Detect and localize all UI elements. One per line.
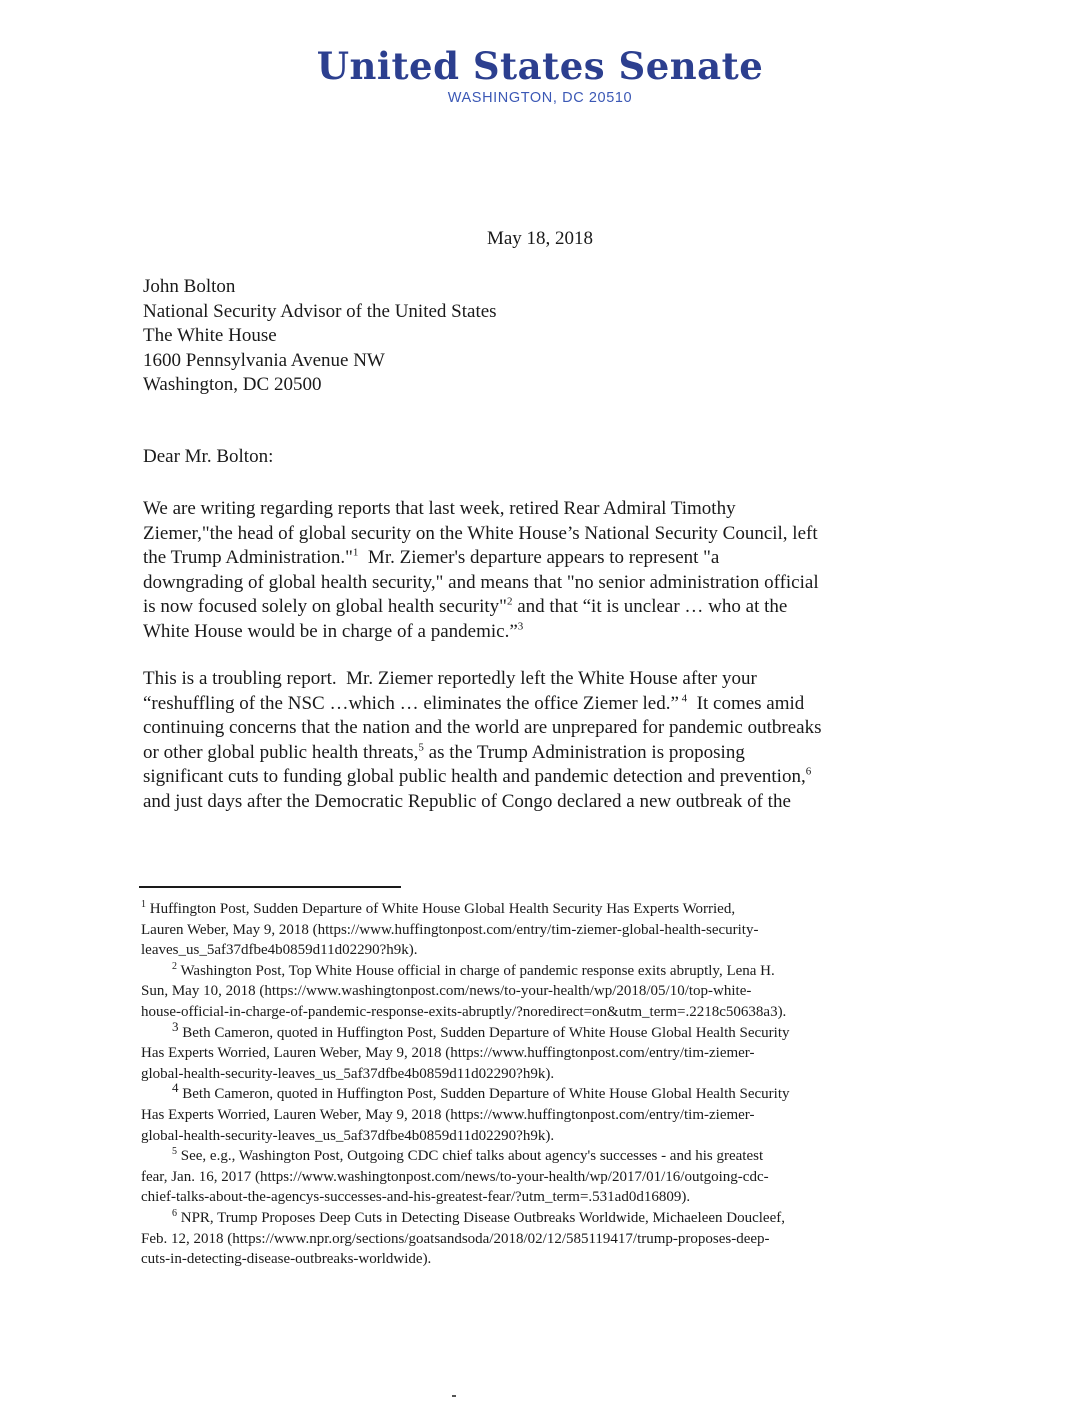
paragraph-line: This is a troubling report. Mr. Ziemer reportedly left the White House after your bbox=[143, 668, 757, 689]
footnote-line bbox=[141, 961, 931, 982]
footnote-line: global-health-security-leaves_us_5af37dfbe4b0859d11d02290?h9k). bbox=[141, 1065, 555, 1082]
letterhead bbox=[0, 44, 1080, 106]
footnote-line: house-official-in-charge-of-pandemic-response-exits-abruptly/?noredirect=on&utm_term=.2218c50638a3). bbox=[141, 1003, 787, 1020]
footnote-ref-5[interactable]: 5 bbox=[418, 741, 424, 754]
footnote-5 bbox=[141, 1146, 931, 1208]
footnote-line: global-health-security-leaves_us_5af37dfbe4b0859d11d02290?h9k). bbox=[141, 1127, 555, 1144]
recipient-office: The White House bbox=[143, 325, 277, 346]
scan-speck bbox=[452, 1395, 456, 1397]
footnote-ref-3[interactable]: 3 bbox=[517, 620, 524, 633]
paragraph-line: We are writing regarding reports that last week, retired Rear Admiral Timothy bbox=[143, 498, 736, 519]
footnote-line: fear, Jan. 16, 2017 (https://www.washingtonpost.com/news/to-your-health/wp/2017/01/16/outgoing-cdc- bbox=[141, 1168, 769, 1185]
footnote-line: cuts-in-detecting-disease-outbreaks-worldwide). bbox=[141, 1251, 432, 1268]
footnote-text: Huffington Post, Sudden Departure of White House Global Health Security Has Experts Worried, bbox=[146, 901, 736, 917]
footnote-number: 1 bbox=[141, 899, 146, 910]
footnote-text: Beth Cameron, quoted in Huffington Post, Sudden Departure of White House Global Health Security bbox=[178, 1086, 790, 1103]
paragraph-text: or other global public health threats, bbox=[143, 741, 419, 763]
footnote-number: 2 bbox=[172, 960, 177, 972]
paragraph-text: White House would be in charge of a pandemic.” bbox=[143, 620, 518, 642]
paragraph-text: is now focused solely on global health security" bbox=[143, 596, 507, 617]
recipient-street: 1600 Pennsylvania Avenue NW bbox=[143, 349, 385, 371]
footnote-line bbox=[141, 1080, 931, 1105]
body-paragraph-2 bbox=[143, 667, 943, 814]
footnote-line: Feb. 12, 2018 (https://www.npr.org/sections/goatsandsoda/2018/02/12/585119417/trump-proposes-deep- bbox=[141, 1230, 770, 1247]
footnote-line: Has Experts Worried, Lauren Weber, May 9, 2018 (https://www.huffingtonpost.com/entry/tim-ziemer- bbox=[141, 1106, 755, 1123]
recipient-address-block bbox=[143, 275, 497, 398]
footnote-6 bbox=[141, 1208, 931, 1270]
footnote-1 bbox=[141, 899, 931, 961]
paragraph-text: significant cuts to funding global public health and pandemic detection and prevention, bbox=[143, 766, 806, 787]
footnote-number: 5 bbox=[172, 1146, 177, 1158]
paragraph-line bbox=[143, 765, 943, 790]
footnote-line bbox=[141, 899, 931, 920]
paragraph-text: “reshuffling of the NSC …which … eliminates the office Ziemer led.” bbox=[143, 692, 679, 714]
paragraph-text: It comes amid bbox=[687, 692, 805, 714]
footnote-line: Sun, May 10, 2018 (https://www.washingtonpost.com/news/to-your-health/wp/2018/05/10/top-white- bbox=[141, 983, 752, 1000]
paragraph-text: Mr. Ziemer's departure appears to represent "a bbox=[358, 547, 720, 568]
footnote-ref-6[interactable]: 6 bbox=[805, 765, 812, 778]
recipient-city: Washington, DC 20500 bbox=[143, 374, 322, 395]
footnotes bbox=[141, 899, 931, 1270]
footnote-line bbox=[141, 1208, 931, 1229]
paragraph-text: and that “it is unclear … who at the bbox=[512, 596, 788, 617]
salutation: Dear Mr. Bolton: bbox=[143, 446, 274, 467]
footnote-ref-2[interactable]: 2 bbox=[506, 595, 513, 608]
paragraph-line: continuing concerns that the nation and the world are unprepared for pandemic outbreaks bbox=[143, 717, 822, 738]
footnote-number: 6 bbox=[172, 1207, 177, 1219]
paragraph-text: the Trump Administration." bbox=[143, 547, 353, 568]
recipient-name: John Bolton bbox=[143, 276, 236, 297]
paragraph-line: downgrading of global health security," and means that "no senior administration official bbox=[143, 571, 819, 593]
footnote-line bbox=[141, 1146, 931, 1167]
footnote-4 bbox=[141, 1080, 931, 1146]
footnote-line: leaves_us_5af37dfbe4b0859d11d02290?h9k). bbox=[141, 942, 418, 959]
footnote-number: 4 bbox=[172, 1080, 179, 1096]
paragraph-line: Ziemer,"the head of global security on the White House’s National Security Council, left bbox=[143, 522, 818, 544]
paragraph-line: and just days after the Democratic Republic of Congo declared a new outbreak of the bbox=[143, 790, 791, 812]
body-paragraph-1 bbox=[143, 497, 943, 644]
footnote-2 bbox=[141, 961, 931, 1023]
footnote-line: Lauren Weber, May 9, 2018 (https://www.huffingtonpost.com/entry/tim-ziemer-global-health-security- bbox=[141, 921, 759, 938]
footnote-line bbox=[141, 1018, 931, 1044]
paragraph-line bbox=[143, 546, 943, 571]
recipient-title: National Security Advisor of the United States bbox=[143, 300, 497, 322]
letterhead-senate-name: United States Senate bbox=[316, 44, 764, 88]
footnote-line: chief-talks-about-the-agencys-successes-and-his-greatest-fear/?utm_term=.531ad0d16809). bbox=[141, 1189, 691, 1206]
footnote-text: NPR, Trump Proposes Deep Cuts in Detecting Disease Outbreaks Worldwide, Michaeleen Doucleef, bbox=[177, 1209, 785, 1226]
footnote-text: Beth Cameron, quoted in Huffington Post, Sudden Departure of White House Global Health Security bbox=[178, 1024, 790, 1041]
paragraph-line bbox=[143, 595, 943, 620]
footnote-number: 3 bbox=[172, 1018, 179, 1034]
paragraph-text: as the Trump Administration is proposing bbox=[423, 741, 745, 763]
paragraph-line bbox=[143, 620, 943, 645]
footnote-text: Washington Post, Top White House official in charge of pandemic response exits abruptly, Lena H. bbox=[177, 962, 775, 979]
footnote-ref-1[interactable]: 1 bbox=[352, 546, 359, 559]
paragraph-line bbox=[143, 741, 943, 766]
footnote-ref-4[interactable]: 4 bbox=[678, 692, 688, 705]
letterhead-address: WASHINGTON, DC 20510 bbox=[447, 90, 633, 106]
letter-date: May 18, 2018 bbox=[486, 228, 594, 249]
paragraph-line bbox=[143, 692, 943, 717]
footnote-3 bbox=[141, 1018, 931, 1085]
footnote-line: Has Experts Worried, Lauren Weber, May 9, 2018 (https://www.huffingtonpost.com/entry/tim-ziemer- bbox=[141, 1045, 755, 1062]
footnote-separator bbox=[139, 886, 401, 888]
footnote-text: See, e.g., Washington Post, Outgoing CDC chief talks about agency's successes - and his greatest bbox=[177, 1148, 764, 1165]
